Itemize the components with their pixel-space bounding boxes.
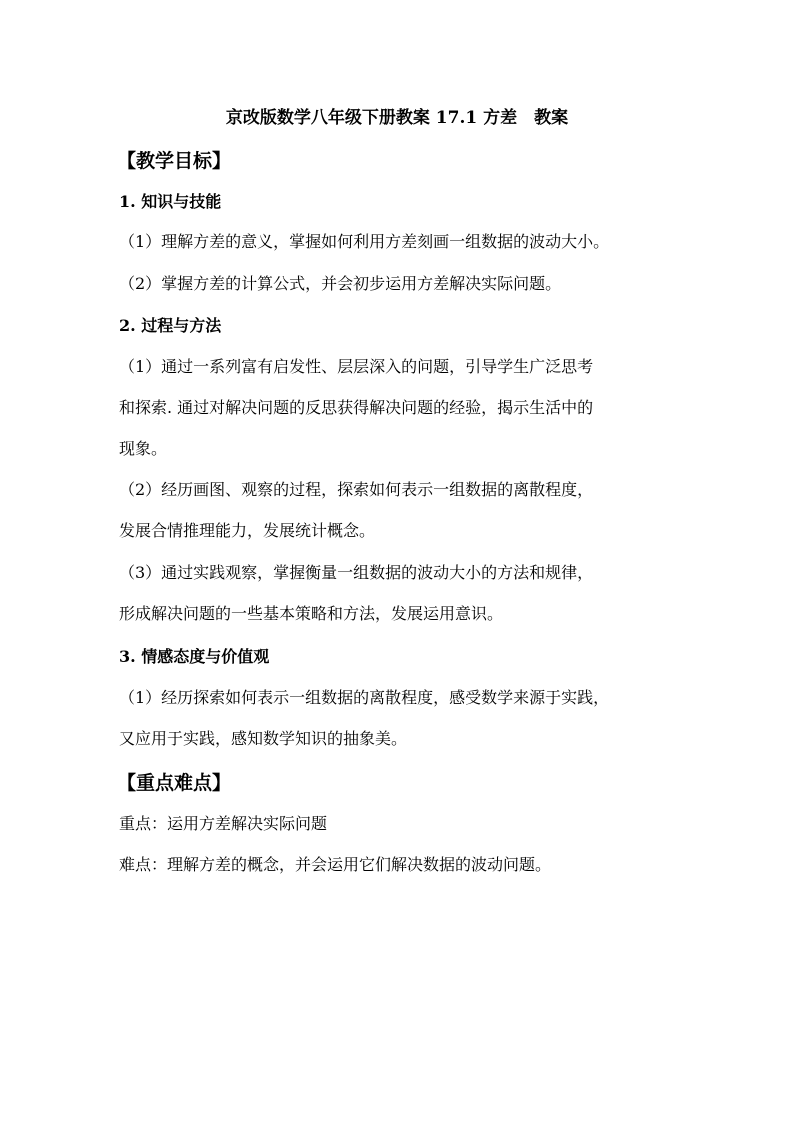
difficult-point-line: 难点：理解方差的概念，并会运用它们解决数据的波动问题。 — [119, 855, 552, 874]
paragraph-line: 又应用于实践，感知数学知识的抽象美。 — [119, 729, 408, 748]
paragraph-line: （1）理解方差的意义，掌握如何利用方差刻画一组数据的波动大小。 — [119, 232, 610, 251]
paragraph-line: （2）掌握方差的计算公式，并会初步运用方差解决实际问题。 — [119, 274, 562, 293]
paragraph-line: 发展合情推理能力，发展统计概念。 — [119, 521, 376, 540]
paragraph-line: （1）通过一系列富有启发性、层层深入的问题，引导学生广泛思考 — [119, 357, 594, 376]
document-title: 京改版数学八年级下册教案 17.1 方差 教案 — [225, 108, 569, 128]
subheading-knowledge-skills: 1. 知识与技能 — [119, 192, 222, 211]
paragraph-line: （3）通过实践观察，掌握衡量一组数据的波动大小的方法和规律， — [119, 563, 594, 582]
paragraph-line: （1）经历探索如何表示一组数据的离散程度，感受数学来源于实践， — [119, 688, 610, 707]
paragraph-line: 现象。 — [119, 439, 168, 458]
paragraph-line: 形成解决问题的一些基本策略和方法，发展运用意识。 — [119, 604, 504, 623]
key-point-line: 重点：运用方差解决实际问题 — [119, 814, 328, 833]
paragraph-line: 和探索. 通过对解决问题的反思获得解决问题的经验，揭示生活中的 — [119, 398, 594, 417]
section-heading-keypoints: 【重点难点】 — [117, 772, 232, 794]
paragraph-line: （2）经历画图、观察的过程，探索如何表示一组数据的离散程度， — [119, 480, 594, 499]
section-heading-objectives: 【教学目标】 — [117, 150, 232, 172]
subheading-process-methods: 2. 过程与方法 — [119, 316, 222, 335]
subheading-emotion-values: 3. 情感态度与价值观 — [119, 647, 270, 666]
